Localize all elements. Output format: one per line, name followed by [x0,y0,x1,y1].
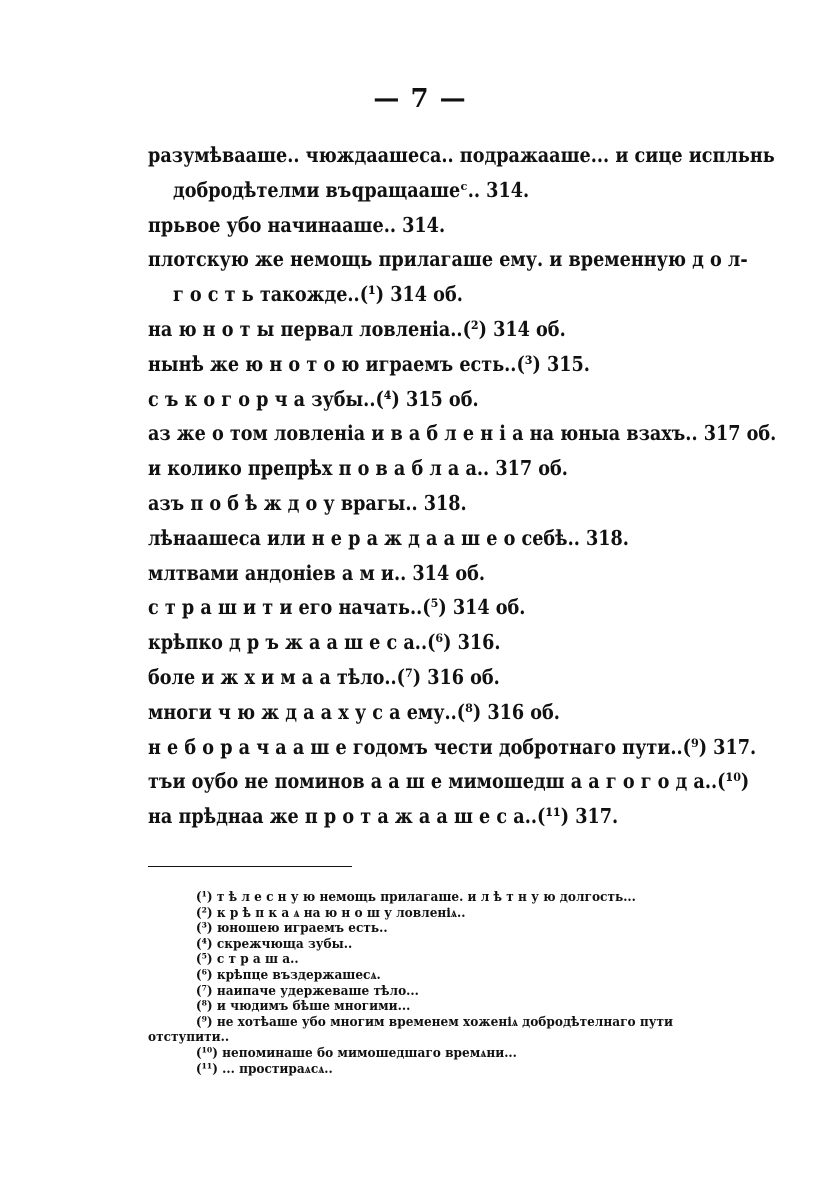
footnote: (¹) т ѣ л е с н у ю немощь прилагаше. и л ѣ т н у ю долгость... [195,890,636,905]
index-entry: и колико препрѣх п о в а б л а а.. 317 об. [148,456,568,481]
index-entry: на ю н о т ы первал ловленіа..(²) 314 об. [148,316,566,341]
index-entry: нынѣ же ю н о т о ю играемъ есть..(³) 315. [148,351,590,376]
index-entry: многи ч ю ж д а а х у с а ему..(⁸) 316 об. [148,699,560,724]
index-entry: на прѣднаа же п р о т а ж а а ш е с а..(¹¹) 317. [148,804,619,829]
footnote: (²) к р ѣ п к а ѧ на ю н о ш у ловленіѧ.. [195,905,466,921]
footnote: (¹¹) ... простираѧсѧ.. [195,1061,333,1077]
index-entry: аз же о том ловленіа и в а б л е н і а на юныа взахъ.. 317 об. [148,421,777,446]
footnote: (³) юношею играемъ есть.. [195,921,388,937]
index-entry: боле и ж х и м а а тѣло..(⁷) 316 об. [148,664,500,689]
footnote: (⁶) крѣпце въздержашесѧ. [195,967,381,983]
index-entry: прьвое убо начинааше.. 314. [148,212,446,237]
index-entry: лѣнаашеса или н е р а ж д а а ш е о себѣ.. 318. [148,525,629,550]
index-entries [148,138,777,834]
page-number: — 7 — [373,84,467,114]
index-entry: н е б о р а ч а а ш е годомъ чести добротнаго пути..(⁹) 317. [148,734,757,759]
index-entry: тъи оубо не поминов а а ш е мимошедш а а г о г о д а..(¹⁰) [148,769,750,794]
footnote: (⁹) не хотѣаше убо многим временем хоженіѧ добродѣтелнаго пути [195,1014,674,1030]
index-entry: крѣпко д р ъ ж а а ш е с а..(⁶) 316. [148,630,501,655]
footnote: (⁵) с т р а ш а.. [195,952,299,968]
index-entry: разумѣвааше.. чюждаашеса.. подражааше... и сице испльнь [148,143,775,167]
footnote: (¹⁰) непоминаше бо мимошедшаго времѧни... [195,1045,517,1061]
index-entry-continuation: добродѣтелми въզращаашеᶜ.. 314. [172,177,530,202]
footnote: (⁸) и чюдимъ бѣше многими... [195,999,411,1015]
index-entry: азъ п о б ѣ ж д о у врагы.. 318. [148,490,467,515]
footnote-continuation: отступити.. [148,1030,230,1046]
footnote: (⁷) наипаче удержеваше тѣло... [195,983,419,999]
footnote-separator [148,866,352,867]
footnote: (⁴) скрежчюща зубы.. [195,936,353,952]
index-entry: с ъ к о г о р ч а зубы..(⁴) 315 об. [148,386,479,411]
index-entry: плотскую же немощь прилагаше ему. и временную д о л- [148,247,748,272]
index-entry: млтвами андоніев а м и.. 314 об. [148,560,486,585]
index-entry: с т р а ш и т и его начать..(⁵) 314 об. [148,595,526,620]
footnotes [148,890,748,1077]
index-entry-continuation: г о с т ь такожде..(¹) 314 об. [172,282,463,307]
